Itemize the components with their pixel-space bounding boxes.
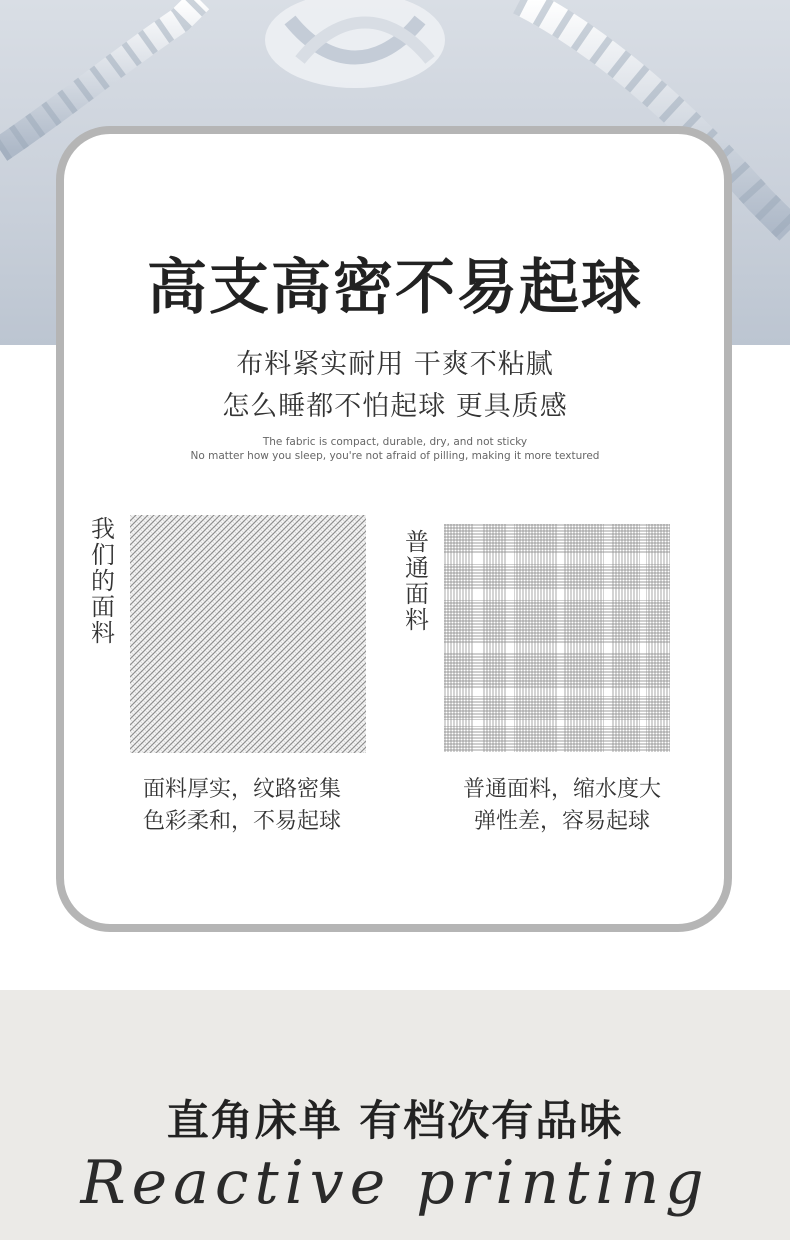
script-heading: Reactive printing <box>80 1148 710 1218</box>
page-title: 高支高密不易起球 <box>147 253 643 323</box>
subtitle-line-1: 布料紧实耐用 干爽不粘腻 <box>236 349 554 380</box>
ordinary-fabric-label: 普通面料 <box>405 528 429 634</box>
ordinary-fabric-swatch <box>444 524 670 752</box>
our-fabric-caption-2: 色彩柔和，不易起球 <box>142 809 341 834</box>
subtitle-line-2: 怎么睡都不怕起球 更具质感 <box>222 391 568 422</box>
our-fabric-label: 我们的面料 <box>91 515 115 647</box>
our-fabric-swatch <box>130 515 366 753</box>
bottom-title: 直角床单 有档次有品味 <box>166 1096 624 1145</box>
ordinary-fabric-caption-2: 弹性差，容易起球 <box>473 809 650 834</box>
our-fabric-caption-1: 面料厚实，纹路密集 <box>142 777 341 802</box>
ordinary-fabric-caption-1: 普通面料，缩水度大 <box>462 777 661 802</box>
english-line-1: The fabric is compact, durable, dry, and not sticky <box>262 436 528 448</box>
english-line-2: No matter how you sleep, you're not afraid of pilling, making it more textured <box>190 450 600 462</box>
